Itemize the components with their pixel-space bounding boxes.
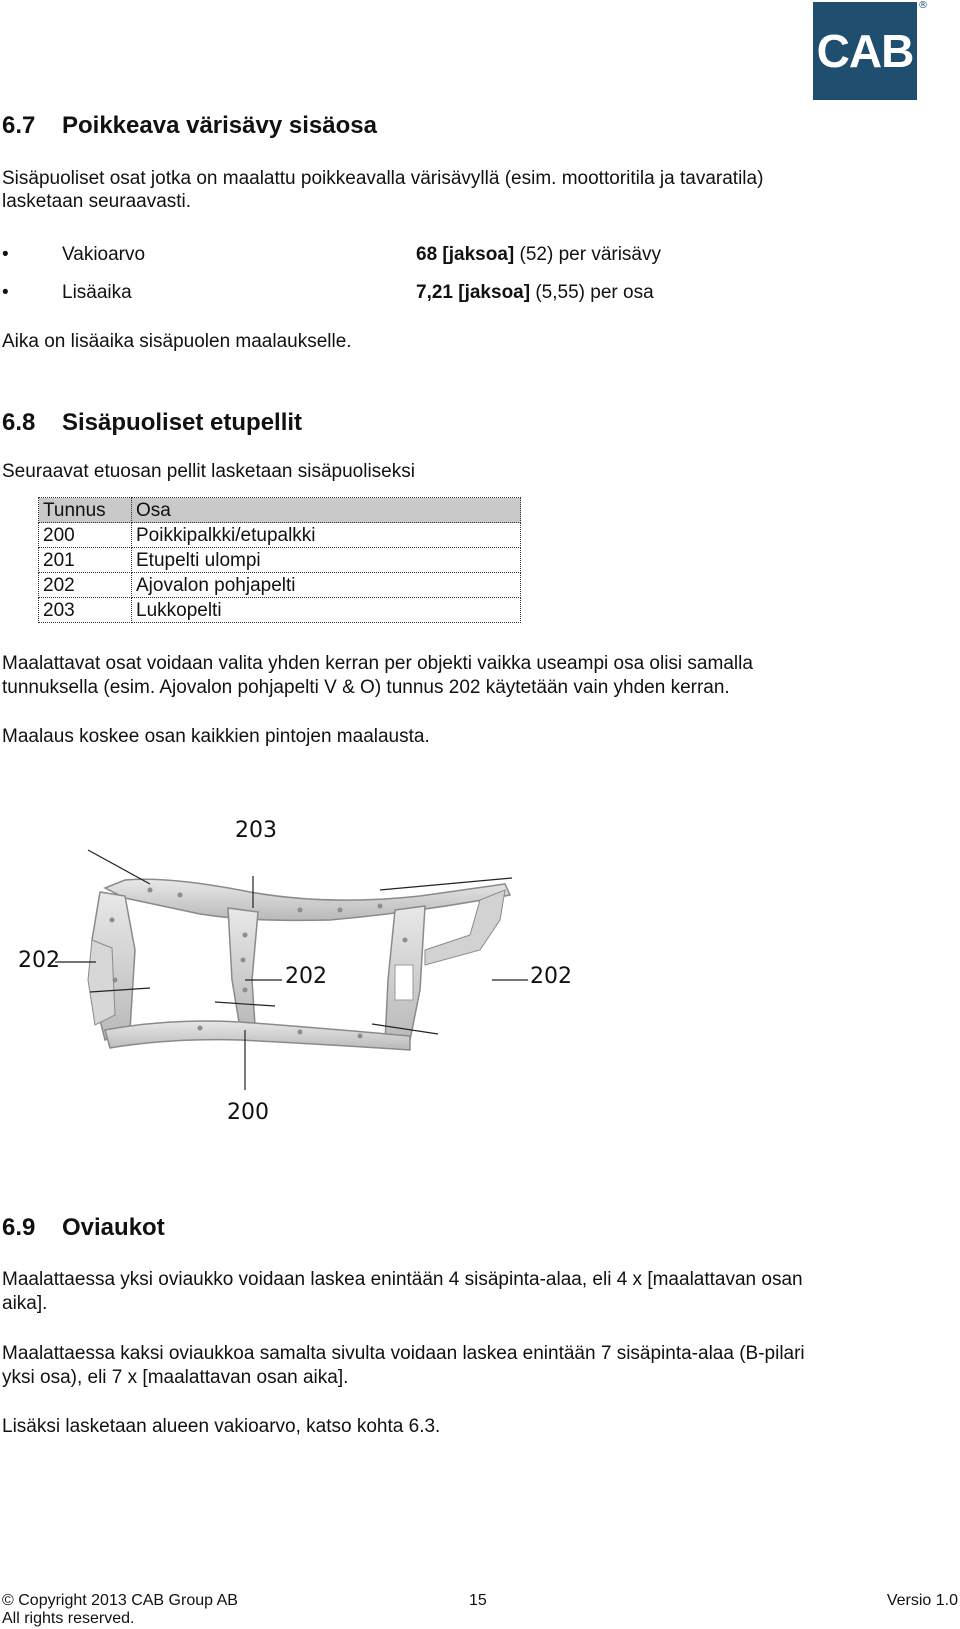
table-row	[39, 548, 521, 573]
bullet-value	[416, 243, 661, 267]
section-title: Sisäpuoliset etupellit	[62, 409, 303, 436]
bullet-icon: •	[2, 244, 9, 265]
radiator-support-figure	[0, 818, 572, 1145]
bullet-label: Lisäaika	[62, 282, 132, 303]
radiator-support-illustration	[0, 840, 560, 1140]
table-cell-part: Lukkopelti	[132, 598, 521, 623]
paragraph-line: Maalattavat osat voidaan valita yhden kerran per objekti vaikka useampi osa olisi samalla	[2, 653, 753, 674]
section-number: 6.9	[2, 1214, 36, 1241]
table-cell-code: 201	[39, 548, 132, 573]
footer-version: Versio 1.0	[886, 1592, 958, 1609]
figure-label-200: 200	[227, 1100, 269, 1125]
bullet-icon: •	[2, 282, 9, 303]
bullet-value	[416, 281, 654, 305]
section-title: Poikkeava värisävy sisäosa	[62, 112, 377, 139]
paragraph-line: yksi osa), eli 7 x [maalattavan osan aika].	[2, 1367, 349, 1388]
table-cell-code: 200	[39, 523, 132, 548]
bullet-label: Vakioarvo	[62, 244, 146, 265]
section-number: 6.8	[2, 409, 36, 436]
paragraph-intro: Seuraavat etuosan pellit lasketaan sisäpuoliseksi	[2, 461, 415, 482]
figure-label-202-center: 202	[285, 964, 327, 989]
paragraph-line: Sisäpuoliset osat jotka on maalattu poikkeavalla värisävyllä (esim. moottoritila ja tavaratila)	[2, 168, 764, 189]
paragraph-note: Aika on lisäaika sisäpuolen maalaukselle.	[2, 331, 352, 352]
section-heading-6-7	[2, 112, 377, 140]
registered-mark: ®	[918, 0, 928, 11]
table-header-cell: Osa	[132, 498, 521, 523]
footer-page-number: 15	[469, 1592, 487, 1609]
section-heading-6-9	[2, 1214, 165, 1242]
table-row	[39, 598, 521, 623]
bullet-value-rest: (52) per värisävy	[514, 244, 662, 265]
footer-copyright: © Copyright 2013 CAB Group AB	[2, 1592, 238, 1609]
table-header-row	[39, 498, 521, 523]
figure-label-203: 203	[235, 818, 277, 843]
parts-table	[38, 497, 521, 623]
table-row	[39, 523, 521, 548]
section-title: Oviaukot	[62, 1214, 165, 1241]
figure-label-202-right: 202	[530, 964, 572, 989]
table-cell-part: Poikkipalkki/etupalkki	[132, 523, 521, 548]
section-heading-6-8	[2, 409, 302, 437]
paragraph-line: lasketaan seuraavasti.	[2, 191, 192, 212]
bullet-value-bold: 7,21 [jaksoa]	[416, 282, 531, 303]
figure-label-202-left: 202	[18, 948, 60, 973]
bullet-value-bold: 68 [jaksoa]	[416, 244, 515, 265]
table-header-cell: Tunnus	[39, 498, 132, 523]
bullet-value-rest: (5,55) per osa	[530, 282, 654, 303]
footer-rights: All rights reserved.	[2, 1610, 135, 1627]
section-number: 6.7	[2, 112, 36, 139]
paragraph: Lisäksi lasketaan alueen vakioarvo, katso kohta 6.3.	[2, 1416, 441, 1437]
table-cell-part: Ajovalon pohjapelti	[132, 573, 521, 598]
paragraph-line: Maalattaessa yksi oviaukko voidaan laskea enintään 4 sisäpinta-alaa, eli 4 x [maalattavan osan	[2, 1269, 803, 1290]
cab-logo: CAB	[813, 2, 917, 100]
paragraph-line: aika].	[2, 1293, 48, 1314]
paragraph-line: tunnuksella (esim. Ajovalon pohjapelti V & O) tunnus 202 käytetään vain yhden kerran.	[2, 677, 730, 698]
paragraph-line: Maalattaessa kaksi oviaukkoa samalta sivulta voidaan laskea enintään 7 sisäpinta-alaa (B-pilari	[2, 1343, 805, 1364]
table-cell-code: 203	[39, 598, 132, 623]
table-cell-part: Etupelti ulompi	[132, 548, 521, 573]
paragraph: Maalaus koskee osan kaikkien pintojen maalausta.	[2, 726, 430, 747]
table-row	[39, 573, 521, 598]
table-cell-code: 202	[39, 573, 132, 598]
